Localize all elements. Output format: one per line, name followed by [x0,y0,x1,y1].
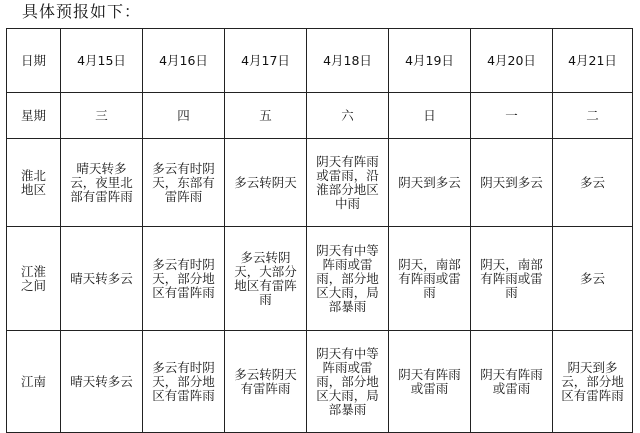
forecast-cell: 晴天转多云，夜里北部有雷阵雨 [61,139,143,227]
weekday-row [7,93,633,139]
weekday-cell: 日 [389,93,471,139]
weekday-cell: 五 [225,93,307,139]
weekday-label: 星期 [7,93,61,139]
weekday-cell: 四 [143,93,225,139]
weather-forecast-table [6,28,633,433]
region-row-jianghuai [7,227,633,331]
forecast-cell: 晴天转多云 [61,331,143,433]
date-cell: 4月15日 [61,29,143,93]
date-row [7,29,633,93]
forecast-cell: 多云有时阴天，东部有雷阵雨 [143,139,225,227]
forecast-cell: 阴天有阵雨或雷雨，沿淮部分地区中雨 [307,139,389,227]
forecast-cell: 阴天到多云 [389,139,471,227]
forecast-cell: 阴天到多云，部分地区有雷阵雨 [553,331,633,433]
date-cell: 4月21日 [553,29,633,93]
forecast-cell: 多云 [553,139,633,227]
forecast-cell: 多云有时阴天，部分地区有雷阵雨 [143,331,225,433]
forecast-cell: 多云转阴天有雷阵雨 [225,331,307,433]
region-row-huaibei [7,139,633,227]
forecast-cell: 阴天有阵雨或雷雨 [389,331,471,433]
region-name-line: 地区 [20,181,46,197]
region-name-line: 江南 [20,373,46,389]
region-name-line: 之间 [20,277,46,293]
weekday-cell: 一 [471,93,553,139]
forecast-cell: 阴天，南部有阵雨或雷雨 [389,227,471,331]
date-label: 日期 [7,29,61,93]
date-cell: 4月18日 [307,29,389,93]
region-name-line: 江淮 [20,263,46,279]
forecast-cell: 多云 [553,227,633,331]
weekday-cell: 三 [61,93,143,139]
weekday-cell: 六 [307,93,389,139]
date-cell: 4月16日 [143,29,225,93]
region-name-jiangnan [7,331,61,433]
forecast-cell: 阴天有中等阵雨或雷雨，部分地区大雨，局部暴雨 [307,227,389,331]
forecast-cell: 阴天到多云 [471,139,553,227]
forecast-cell: 多云有时阴天，部分地区有雷阵雨 [143,227,225,331]
intro-text: 具体预报如下： [22,2,142,21]
region-name-huaibei [7,139,61,227]
region-name-line: 淮北 [20,167,46,183]
weekday-cell: 二 [553,93,633,139]
region-name-jianghuai [7,227,61,331]
forecast-cell: 多云转阴天，大部分地区有雷阵雨 [225,227,307,331]
date-cell: 4月20日 [471,29,553,93]
forecast-cell: 阴天有中等阵雨或雷雨，部分地区大雨，局部暴雨 [307,331,389,433]
region-row-jiangnan [7,331,633,433]
date-cell: 4月17日 [225,29,307,93]
date-cell: 4月19日 [389,29,471,93]
forecast-cell: 阴天有阵雨或雷雨 [471,331,553,433]
forecast-cell: 晴天转多云 [61,227,143,331]
forecast-cell: 阴天，南部有阵雨或雷雨 [471,227,553,331]
forecast-cell: 多云转阴天 [225,139,307,227]
